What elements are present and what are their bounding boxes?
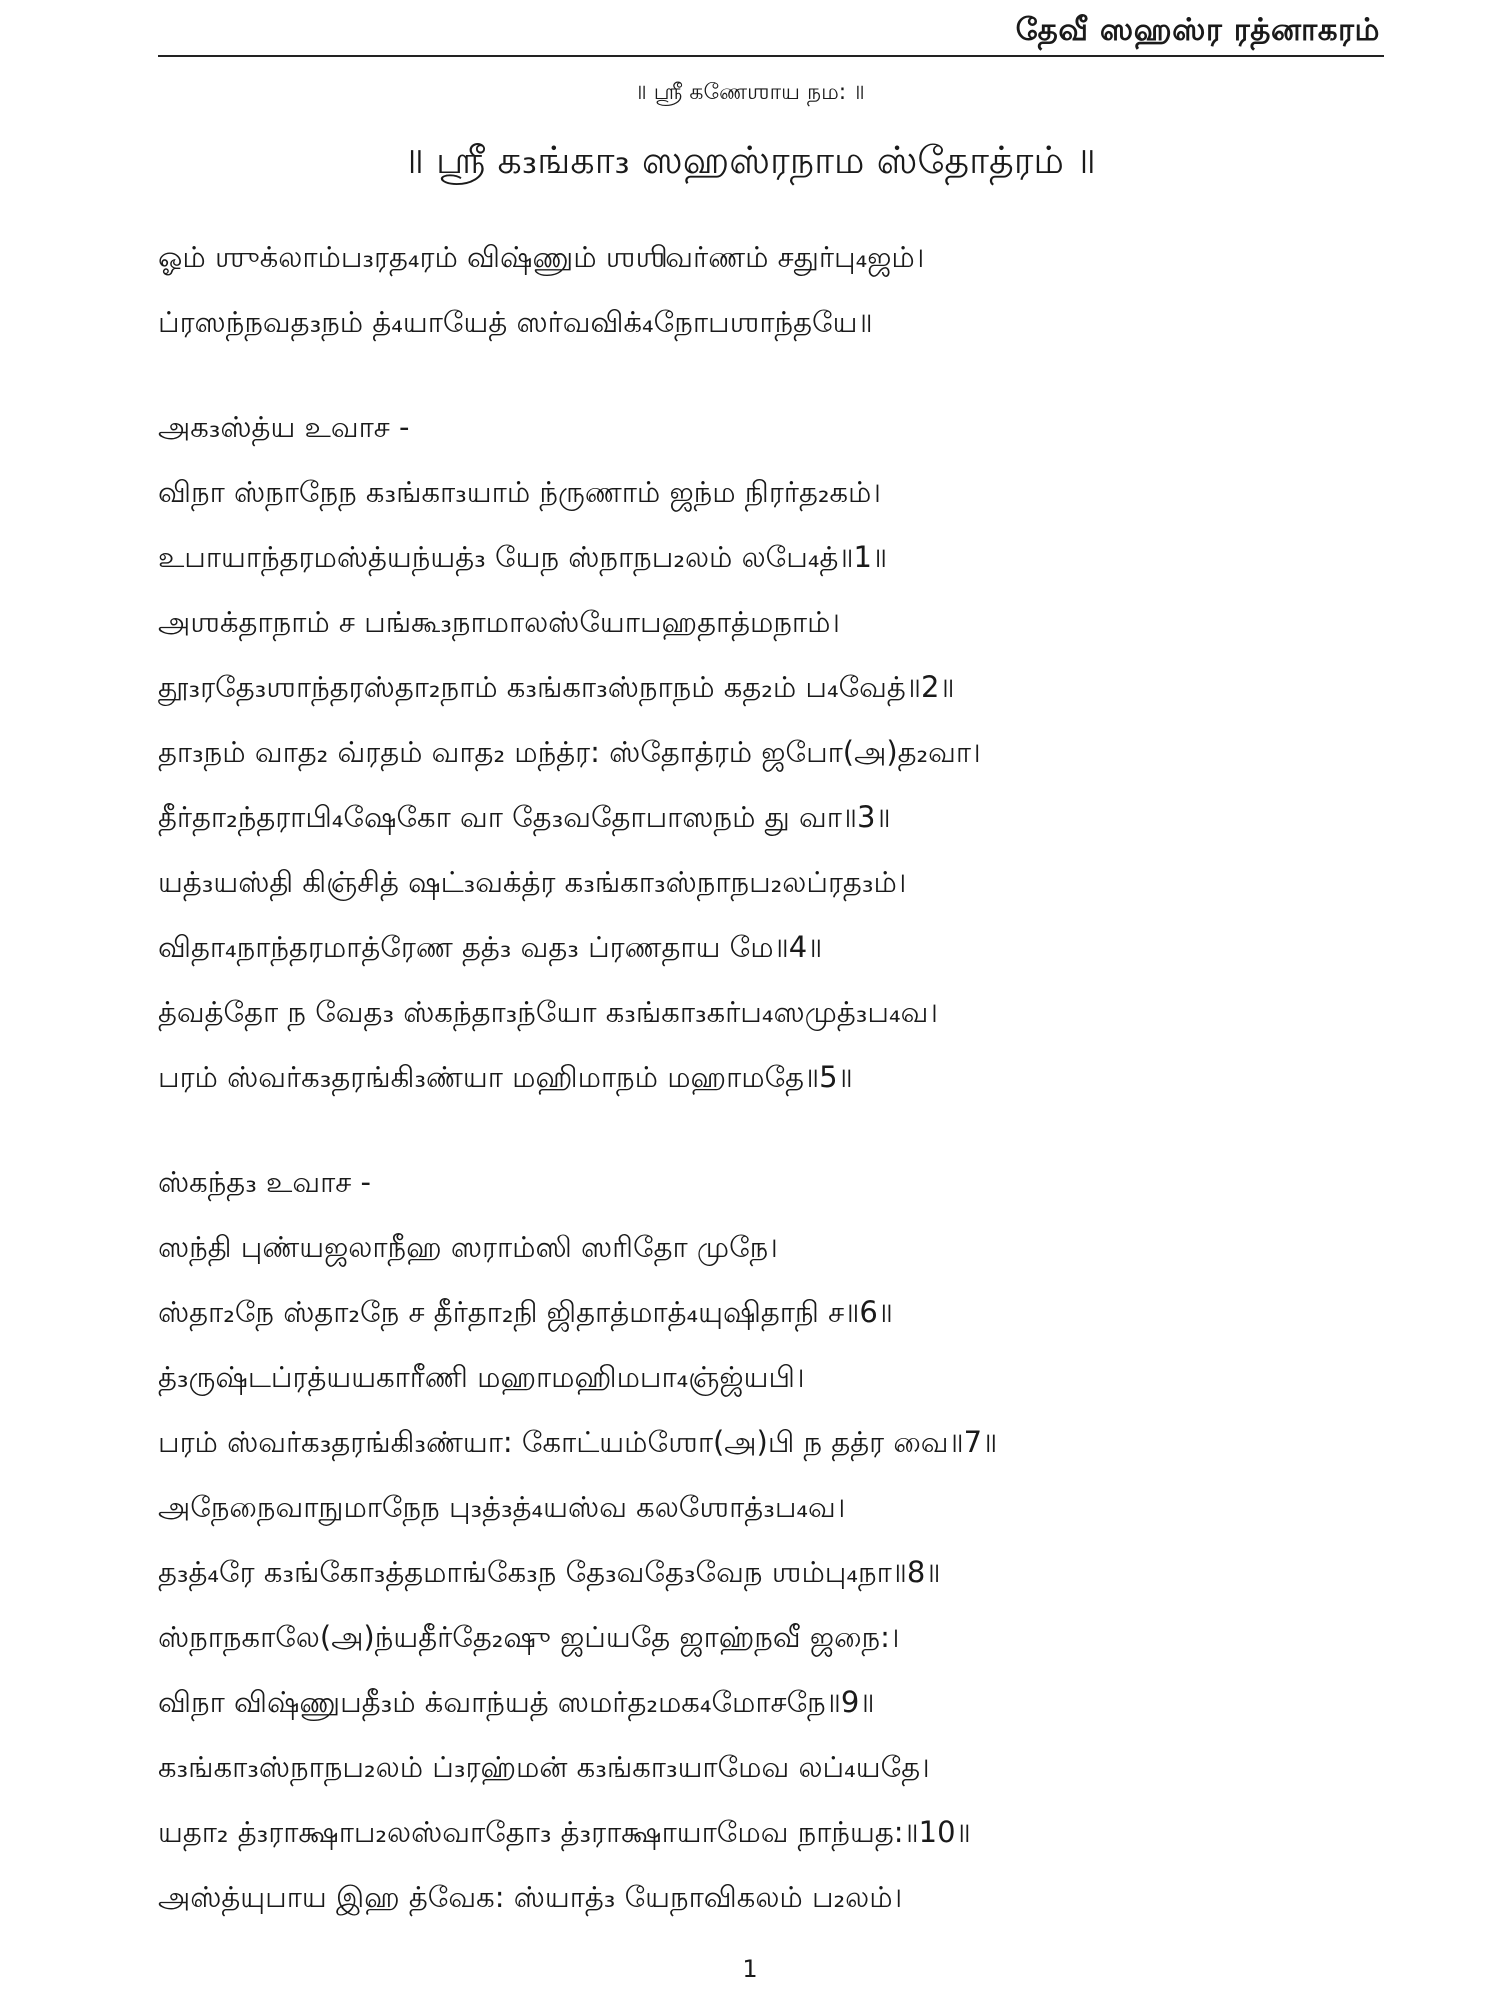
verse-line: ஸ்தா₂நே ஸ்தா₂நே ச தீர்தா₂நி ஜிதாத்மாத்₄யுஷிதாநி ச॥6॥ xyxy=(158,1295,893,1329)
verse-line: அஸ்த்யுபாய இஹ த்வேக: ஸ்யாத்₃ யேநாவிகலம் ப₂லம்। xyxy=(158,1880,903,1914)
stotram-text xyxy=(158,225,1384,1930)
verse-line: த்₃ருஷ்டப்ரத்யயகாரீணி மஹாமஹிமபா₄ஞ்ஜ்யபி। xyxy=(158,1360,805,1394)
verse-line: விதா₄நாந்தரமாத்ரேண தத்₃ வத₃ ப்ரணதாய மே॥4॥ xyxy=(158,930,823,964)
invocation: ॥ ஸ்ரீ கணேஶாய நம: ॥ xyxy=(635,80,865,105)
verse-line: ஸந்தி புண்யஜலாநீஹ ஸராம்ஸி ஸரிதோ முநே। xyxy=(158,1230,778,1264)
verse-line: ஸ்நாநகாலே(அ)ந்யதீர்தே₂ஷு ஜப்யதே ஜாஹ்நவீ ஜநை:। xyxy=(158,1620,900,1654)
verse-line: பரம் ஸ்வர்க₃தரங்கி₃ண்யா மஹிமாநம் மஹாமதே॥5॥ xyxy=(158,1060,853,1094)
page-title: ॥ ஸ்ரீ க₃ங்கா₃ ஸஹஸ்ரநாம ஸ்தோத்ரம் ॥ xyxy=(404,138,1096,182)
verse-line: விநா ஸ்நாநேந க₃ங்கா₃யாம் ந்ருணாம் ஜந்ம நிரர்த₂கம்। xyxy=(158,475,881,509)
verse-line: ஓம் ஶுக்லாம்ப₃ரத₄ரம் விஷ்ணும் ஶஶிவர்ணம் சதுர்பு₄ஜம்। xyxy=(158,240,925,274)
verse-line: யத்₃யஸ்தி கிஞ்சித் ஷட்₃வக்த்ர க₃ங்கா₃ஸ்நாநப₂லப்ரத₃ம்। xyxy=(158,865,907,899)
verse-line: த்வத்தோ ந வேத₃ ஸ்கந்தா₃ந்யோ க₃ங்கா₃கர்ப₄ஸமுத்₃ப₄வ। xyxy=(158,995,938,1029)
verse-line: க₃ங்கா₃ஸ்நாநப₂லம் ப்₃ரஹ்மன் க₃ங்கா₃யாமேவ லப்₄யதே। xyxy=(158,1750,930,1784)
verse-group-agastya xyxy=(158,395,1384,1110)
verse-line: ப்ரஸந்நவத₃நம் த்₄யாயேத் ஸர்வவிக்₄நோபஶாந்தயே॥ xyxy=(158,305,873,339)
verse-line: பரம் ஸ்வர்க₃தரங்கி₃ண்யா: கோட்யம்ஶோ(அ)பி ந தத்ர வை॥7॥ xyxy=(158,1425,998,1459)
header-rule xyxy=(158,55,1384,57)
verse-line: யதா₂ த்₃ராக்ஷாப₂லஸ்வாதோ₃ த்₃ராக்ஷாயாமேவ நாந்யத:॥10॥ xyxy=(158,1815,971,1849)
verse-group-skanda xyxy=(158,1150,1384,1930)
verse-line: அஶக்தாநாம் ச பங்கூ₃நாமாலஸ்யோபஹதாத்மநாம்। xyxy=(158,605,840,639)
speaker-line: அக₃ஸ்த்ய உவாச - xyxy=(158,410,410,444)
verse-line: தீர்தா₂ந்தராபி₄ஷேகோ வா தே₃வதோபாஸநம் து வா॥3॥ xyxy=(158,800,891,834)
running-header: தேவீ ஸஹஸ்ர ரத்னாகரம் xyxy=(1015,12,1380,48)
verse-line: தா₃நம் வாத₂ வ்ரதம் வாத₂ மந்த்ர: ஸ்தோத்ரம் ஜபோ(அ)த₂வா। xyxy=(158,735,981,769)
verse-line: உபாயாந்தரமஸ்த்யந்யத்₃ யேந ஸ்நாநப₂லம் லபே₄த்॥1॥ xyxy=(158,540,888,574)
verse-group-dhyana xyxy=(158,225,1384,355)
speaker-line: ஸ்கந்த₃ உவாச - xyxy=(158,1165,371,1199)
verse-line: தூ₃ரதே₃ஶாந்தரஸ்தா₂நாம் க₃ங்கா₃ஸ்நாநம் கத₂ம் ப₄வேத்॥2॥ xyxy=(158,670,955,704)
verse-line: த₃த்₄ரே க₃ங்கோ₃த்தமாங்கே₃ந தே₃வதே₃வேந ஶம்பு₄நா॥8॥ xyxy=(158,1555,941,1589)
page-number: 1 xyxy=(742,1955,758,1983)
verse-line: விநா விஷ்ணுபதீ₃ம் க்வாந்யத் ஸமர்த₂மக₄மோசநே॥9॥ xyxy=(158,1685,875,1719)
verse-line: அநேநைவாநுமாநேந பு₃த்₃த்₄யஸ்வ கலஶோத்₃ப₄வ। xyxy=(158,1490,846,1524)
